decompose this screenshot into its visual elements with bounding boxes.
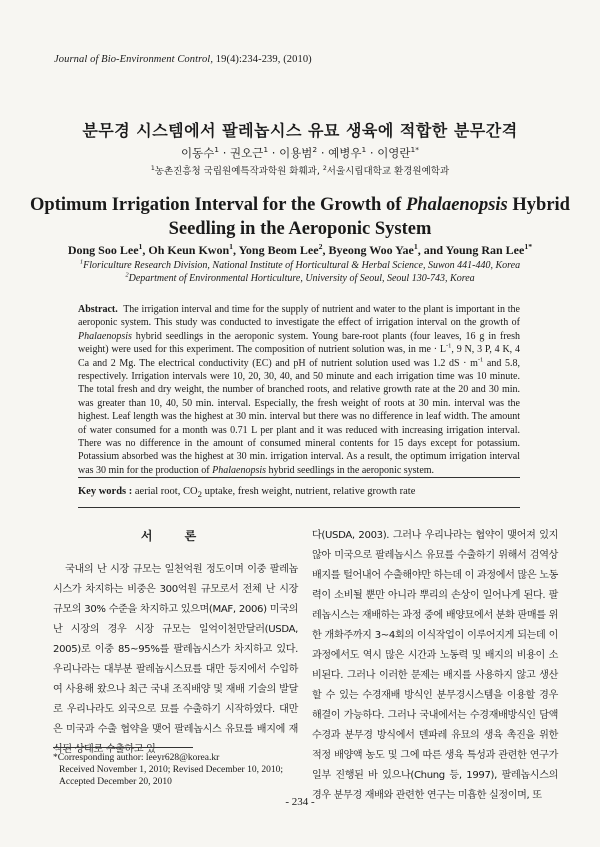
- keywords-label: Key words :: [78, 486, 133, 497]
- en-author-mark: 1: [413, 242, 418, 251]
- abstract-sup: -1: [446, 342, 452, 350]
- kr-affil-1: 농촌진흥청 국립원예특작과학원 화훼과,: [154, 166, 323, 177]
- abstract-sup: -1: [477, 356, 484, 364]
- kr-author-mark: 1*: [410, 145, 420, 155]
- page-number: - 234 -: [285, 796, 315, 808]
- kr-author-mark: 2: [312, 145, 318, 155]
- korean-affiliations: [0, 163, 600, 177]
- journal-name: Journal of Bio-Environment Control,: [54, 54, 214, 65]
- divider: [78, 477, 520, 478]
- keywords: [78, 486, 520, 499]
- journal-citation: [54, 54, 312, 65]
- korean-authors: 이동수$^1$ · 권오근$^1$ · 이용범$^2$ · 예병우$^1$ · 이영란$^{1*}$: [180, 145, 420, 160]
- en-author: Young Ran Lee: [445, 243, 525, 257]
- abstract-text: hybrid seedlings in the aeroponic system. Young bare-root plants (four leaves, 16 g in fresh weight) were used for this experiment. The composition of nutrient solution was, in me · L: [78, 330, 520, 356]
- abstract-italic: Phalaenopsis: [78, 330, 132, 342]
- body-paragraph: 국내의 난 시장 규모는 일천억원 정도이며 이중 팔레놉시스가 차지하는 비중은 300억원 규모로서 전체 난 시장규모의 30% 수준을 차지하고 있으며(MAF, 2006) 미국의 난 시장의 경우 시장 규모는 일억이천만달러(USDA, 2005)로 이중 85~95%를 팔레놉시스가 차지하고 있다. 우리나라는 대부분 팔레놉시스묘를 대만 등지에서 수입하여 사용해 왔으나 최근 국내 조직배양 및 재배 기술의 발달로 우리나라도 외국으로 묘를 수출하기 시작하였다. 대만은 미국과 수출 협약을 맺어 팔레놉시스 유묘를 배지에 재식된 상태로 수출하고 있: [53, 564, 298, 755]
- kr-author: 이영란: [377, 146, 411, 160]
- en-author-sep: ,: [233, 243, 239, 257]
- en-author-mark: 1: [229, 242, 234, 251]
- en-title-italic: Phalaenopsis: [405, 195, 508, 215]
- en-author-mark: 1: [138, 242, 143, 251]
- keywords-text: aerial root, CO: [132, 486, 198, 497]
- body-column-right: [312, 526, 558, 806]
- kr-author: 권오근: [230, 146, 264, 160]
- kr-author: 이동수: [180, 146, 215, 160]
- kr-affil-2: 서울시립대학교 환경원예학과: [326, 166, 450, 177]
- en-author-mark: 1*: [524, 242, 533, 251]
- abstract-text: hybrid seedlings in the aeroponic system.: [266, 464, 435, 476]
- en-author-mark: 2: [318, 242, 323, 251]
- en-affil-text: Department of Environmental Horticulture, University of Seoul, Seoul 130-743, Korea: [128, 273, 475, 284]
- en-affil-mark: 2: [125, 271, 129, 279]
- section-heading: 서 론: [140, 529, 211, 543]
- abstract-text: , 9 N, 3 P, 4 K, 4 Ca and 2 Mg. The electrical conductivity (EC) and pH of nutrient solution used was 1.2 dS · m: [78, 344, 520, 369]
- kr-affil-mark: 2: [322, 164, 327, 172]
- footnote-received: Received November 1, 2010; Revised December 10, 2010;: [59, 765, 283, 775]
- kr-author-mark: 1: [263, 145, 269, 155]
- footnote: [53, 752, 303, 788]
- english-title: [30, 193, 570, 241]
- english-authors: [0, 243, 600, 258]
- keywords-text: uptake, fresh weight, nutrient, relative growth rate: [201, 486, 416, 497]
- journal-issue: 19(4):234-239, (2010): [215, 54, 312, 65]
- korean-title: 분무경 시스템에서 팔레놉시스 유묘 생육에 적합한 분무간격: [82, 121, 518, 140]
- kr-affil-mark: 1: [150, 164, 155, 172]
- en-author: Dong Soo Lee: [67, 243, 139, 257]
- en-affil-mark: 1: [79, 258, 84, 266]
- kr-author-mark: 1: [361, 145, 367, 155]
- kr-author-mark: 1: [214, 145, 220, 155]
- body-paragraph: 다(USDA, 2003). 그러나 우리나라는 협약이 맺어져 있지 않아 미국으로 팔레놉시스 유묘를 수출하기 위해서 검역상 배지를 털어내어 수출해야만 하는데 이 과정에서 많은 노동력이 소비될 뿐만 아니라 뿌리의 손상이 일어나게 된다. 팔레놉시스는 재배하는 과정 중에 배양묘에서 분화 판매를 위한 개화주까지 3~4회의 이식작업이 이루어지게 되는데 이 과정에서도 역시 많은 시간과 노동력 및 배지의 비용이 소비된다. 그러나 이러한 문제는 배지를 사용하지 않고 생산할 수 있는 수경재배 방식인 분무경시스템을 이용할 경우 해결이 가능하다. 그러나 국내에서는 수경재배방식인 담액수경과 분무경 방식에서 덴파레 유묘의 생육 촉진을 위한 적정 배양액 농도 및 그에 따른 생육 특성과 관련한 연구가 일부 진행된 바 있으나(Chung 등, 1997), 팔레놉시스의 경우 분무경 재배와 관련한 연구는 미흡한 실정이며, 또: [312, 530, 558, 801]
- en-title-part: Optimum Irrigation Interval for the Growth of: [30, 195, 406, 215]
- abstract-italic: Phalaenopsis: [212, 464, 267, 476]
- en-author-sep: ,: [322, 243, 329, 257]
- footnote-divider: [53, 747, 193, 748]
- kr-author: 이용범: [279, 146, 313, 160]
- abstract-text: and 5.8, respectively. Irrigation intervals were 10, 20, 30, 40, and 50 minute and each irrigation time was 10 minute. The total fresh and dry weight, the number of branched roots, and relative growth rate at the 20 and 30 min. was greater than 10, 40, 50 min. interval. Especially, the fresh weight of roots at 30 min. interval was the highest. Leaf length was the highest at 30 min. interval but there was no difference in leaf width. The amount of water consumed for a month was 0.71 L per plant and it was reduced with increasing irrigation interval. There was no difference in the amount of consumed mineral contents for 15 days except for potassium. Potassium absorbed was the highest at 30 min. irrigation interval. As a result, the optimum irrigation interval was 30 min for the production of: [78, 357, 520, 476]
- english-affiliation-1: [0, 260, 600, 271]
- abstract-label: Abstract.: [78, 304, 118, 315]
- footnote-accepted: Accepted December 20, 2010: [59, 777, 172, 787]
- en-affil-text: Floriculture Research Division, National Institute of Horticultural & Herbal Science, Suwon 441-440, Korea: [83, 260, 521, 271]
- keywords-sub: 2: [197, 489, 202, 500]
- abstract-text: The irrigation interval and time for the supply of nutrient and water to the plant is important in the aeroponic system. This study was conducted to investigate the effect of irrigation interval on the growth of: [78, 304, 520, 329]
- en-author: Oh Keun Kwon: [148, 243, 230, 257]
- kr-author: 예병우: [328, 146, 362, 160]
- footnote-corresponding: *Corresponding author: leeyr628@korea.kr: [53, 753, 220, 763]
- divider: [78, 507, 520, 508]
- body-column-left: [53, 526, 298, 760]
- en-author-sep: , and: [417, 243, 446, 257]
- en-author: Yong Beom Lee: [238, 243, 319, 257]
- en-title-part: Hybrid Seedling in the Aeroponic System: [168, 195, 570, 239]
- english-affiliation-2: [0, 273, 600, 284]
- abstract: [78, 303, 520, 477]
- en-author: Byeong Woo Yae: [328, 243, 414, 257]
- en-author-sep: ,: [142, 243, 149, 257]
